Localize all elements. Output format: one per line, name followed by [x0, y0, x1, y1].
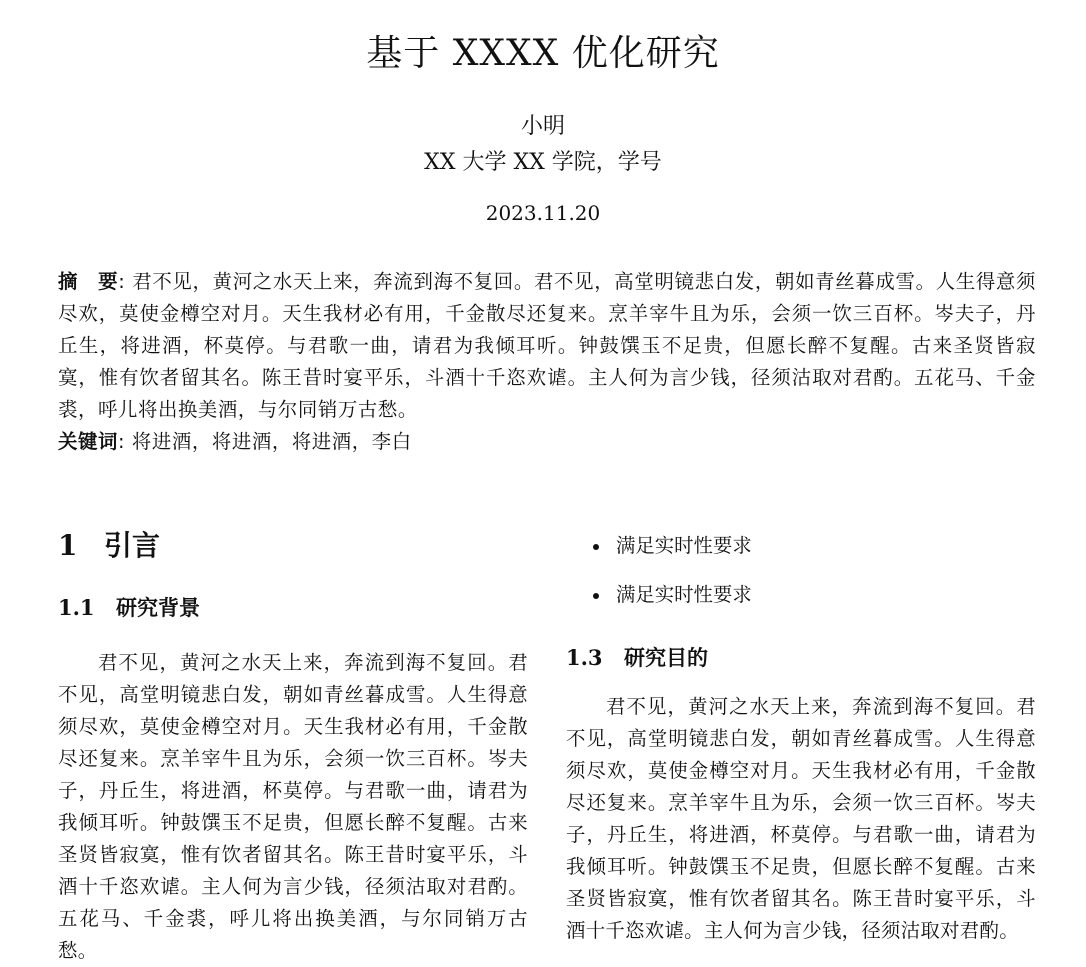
bullet-icon — [593, 544, 599, 550]
right-column — [566, 526, 1036, 942]
abstract-label: 摘 要 — [58, 270, 119, 293]
keywords — [58, 426, 1036, 458]
subsection-heading-background — [58, 593, 528, 623]
keywords-label: 关键词 — [58, 430, 118, 453]
bullet-list — [566, 530, 1036, 611]
bullet-icon — [593, 593, 599, 599]
bullet-item — [566, 579, 1036, 611]
paragraph-purpose: 君不见，黄河之水天上来，奔流到海不复回。君不见，高堂明镜悲白发，朝如青丝暮成雪。人生得意须尽欢，莫使金樽空对月。天生我材必有用，千金散尽还复来。烹羊宰牛且为乐，会须一饮三百杯。岑夫子，丹丘生，将进酒，杯莫停。与君歌一曲，请君为我倾耳听。钟鼓馔玉不足贵，但愿长醉不复醒。古来圣贤皆寂寞，惟有饮者留其名。陈王昔时宴平乐，斗酒十千恣欢谑。主人何为言少钱，径须沽取对君酌。 — [566, 695, 1036, 942]
paper-date: 2023.11.20 — [485, 201, 601, 225]
subsection-title: 研究背景 — [116, 595, 200, 620]
abstract-text: 君不见，黄河之水天上来，奔流到海不复回。君不见，高堂明镜悲白发，朝如青丝暮成雪。人生得意须尽欢，莫使金樽空对月。天生我材必有用，千金散尽还复来。烹羊宰牛且为乐，会须一饮三百杯。岑夫子，丹丘生，将进酒，杯莫停。与君歌一曲，请君为我倾耳听。钟鼓馔玉不足贵，但愿长醉不复醒。古来圣贤皆寂寞，惟有饮者留其名。陈王昔时宴平乐，斗酒十千恣欢谑。主人何为言少钱，径须沽取对君酌。五花马、千金裘，呼儿将出换美酒，与尔同销万古愁。 — [58, 270, 1036, 421]
abstract — [58, 266, 1036, 426]
abstract-separator: : — [118, 270, 133, 293]
keywords-separator: : — [117, 430, 132, 453]
subsection-heading-purpose — [566, 643, 1036, 673]
bullet-item — [566, 530, 1036, 562]
section-title: 引言 — [104, 529, 161, 562]
subsection-number: 1.1 — [58, 595, 95, 620]
paper-title: 基于 XXXX 优化研究 — [366, 33, 720, 74]
section-heading-introduction — [58, 526, 528, 566]
author-name: 小明 — [520, 114, 565, 139]
left-column — [58, 526, 528, 962]
subsection-title: 研究目的 — [624, 645, 708, 670]
paragraph-background: 君不见，黄河之水天上来，奔流到海不复回。君不见，高堂明镜悲白发，朝如青丝暮成雪。人生得意须尽欢，莫使金樽空对月。天生我材必有用，千金散尽还复来。烹羊宰牛且为乐，会须一饮三百杯。岑夫子，丹丘生，将进酒，杯莫停。与君歌一曲，请君为我倾耳听。钟鼓馔玉不足贵，但愿长醉不复醒。古来圣贤皆寂寞，惟有饮者留其名。陈王昔时宴平乐，斗酒十千恣欢谑。主人何为言少钱，径须沽取对君酌。五花马、千金裘，呼儿将出换美酒，与尔同销万古愁。 — [58, 651, 528, 962]
subsection-number: 1.3 — [566, 645, 603, 670]
bullet-text: 满足实时性要求 — [616, 583, 752, 606]
keywords-text: 将进酒，将进酒，将进酒，李白 — [131, 430, 412, 453]
author-affiliation: XX 大学 XX 学院，学号 — [424, 150, 662, 175]
bullet-text: 满足实时性要求 — [616, 534, 752, 557]
section-number: 1 — [58, 529, 78, 562]
